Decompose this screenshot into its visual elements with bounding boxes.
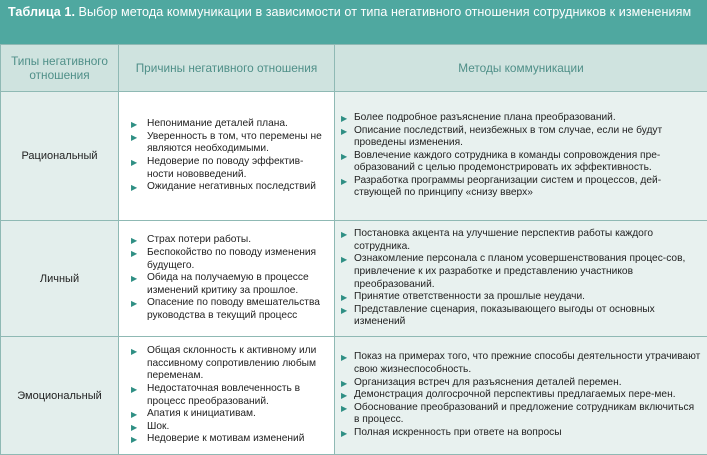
list-item bbox=[131, 131, 328, 156]
triangle-bullet-icon: ▶ bbox=[131, 434, 137, 446]
communication-methods-table bbox=[0, 44, 707, 455]
list-item-text: Более подробное разъяснение плана преобразований. bbox=[354, 112, 616, 123]
bullet-list bbox=[341, 351, 701, 439]
triangle-bullet-icon: ▶ bbox=[131, 119, 137, 131]
row-type: Эмоциональный bbox=[1, 337, 119, 455]
list-item bbox=[131, 156, 328, 181]
triangle-bullet-icon: ▶ bbox=[341, 176, 347, 188]
table-title: Выбор метода коммуникации в зависимости от типа негативного отношения сотрудников к изменениям bbox=[75, 5, 691, 19]
row-type: Рациональный bbox=[1, 92, 119, 221]
triangle-bullet-icon: ▶ bbox=[341, 428, 347, 440]
list-item bbox=[341, 427, 701, 440]
list-item bbox=[131, 118, 328, 131]
triangle-bullet-icon: ▶ bbox=[131, 182, 137, 194]
list-item bbox=[131, 421, 328, 434]
list-item bbox=[131, 234, 328, 247]
bullet-list bbox=[341, 112, 701, 200]
list-item-text: Недоверие к мотивам изменений bbox=[147, 433, 304, 444]
list-item bbox=[131, 181, 328, 194]
bullet-list bbox=[125, 118, 328, 194]
list-item bbox=[131, 297, 328, 322]
list-item-text: Полная искренность при ответе на вопросы bbox=[354, 427, 562, 438]
list-item bbox=[341, 150, 701, 175]
list-item bbox=[341, 291, 701, 304]
causes-cell bbox=[119, 337, 335, 455]
triangle-bullet-icon: ▶ bbox=[131, 248, 137, 260]
bullet-list bbox=[341, 228, 701, 329]
list-item bbox=[131, 247, 328, 272]
list-item-text: Вовлечение каждого сотрудника в команды сопровождения пре-образований с целью продемонстрировать их эффективность. bbox=[354, 150, 660, 174]
list-item-text: Опасение по поводу вмешательства руководства в текущий процесс bbox=[147, 297, 320, 321]
list-item bbox=[131, 433, 328, 446]
header-row bbox=[1, 45, 707, 92]
triangle-bullet-icon: ▶ bbox=[341, 403, 347, 415]
list-item-text: Демонстрация долгосрочной перспективы предлагаемых пере-мен. bbox=[354, 389, 676, 400]
list-item-text: Недостаточная вовлеченность в процесс преобразований. bbox=[147, 383, 300, 407]
table-row-personal bbox=[1, 221, 707, 337]
header-type: Типы негативного отношения bbox=[1, 45, 119, 92]
list-item-text: Разработка программы реорганизации систем и процессов, дей-ствующей по принципу «снизу вверх» bbox=[354, 175, 661, 199]
triangle-bullet-icon: ▶ bbox=[341, 378, 347, 390]
list-item-text: Шок. bbox=[147, 421, 169, 432]
list-item-text: Показ на примерах того, что прежние способы деятельности утрачивают свою жизнеспособность. bbox=[354, 351, 700, 375]
causes-cell bbox=[119, 221, 335, 337]
table-row-emotional bbox=[1, 337, 707, 455]
triangle-bullet-icon: ▶ bbox=[341, 390, 347, 402]
list-item bbox=[341, 175, 701, 200]
list-item-text: Обида на получаемую в процессе изменений критику за прошлое. bbox=[147, 272, 309, 296]
list-item-text: Беспокойство по поводу изменения будущего. bbox=[147, 247, 316, 271]
list-item-text: Постановка акцента на улучшение перспектив работы каждого сотрудника. bbox=[354, 228, 653, 252]
list-item-text: Представление сценария, показывающего выгоды от основных изменений bbox=[354, 304, 655, 328]
list-item-text: Общая склонность к активному или пассивному сопротивлению любым переменам. bbox=[147, 345, 316, 381]
list-item-text: Обоснование преобразований и предложение сотрудникам включиться в процесс. bbox=[354, 402, 694, 426]
triangle-bullet-icon: ▶ bbox=[341, 229, 347, 241]
list-item bbox=[341, 228, 701, 253]
table-caption bbox=[0, 0, 707, 44]
triangle-bullet-icon: ▶ bbox=[341, 254, 347, 266]
list-item bbox=[341, 125, 701, 150]
list-item-text: Организация встреч для разъяснения деталей перемен. bbox=[354, 377, 622, 388]
triangle-bullet-icon: ▶ bbox=[341, 292, 347, 304]
list-item bbox=[341, 253, 701, 291]
list-item-text: Уверенность в том, что перемены не являются необходимыми. bbox=[147, 131, 322, 155]
methods-cell bbox=[335, 337, 707, 455]
list-item-text: Непонимание деталей плана. bbox=[147, 118, 288, 129]
table-number: Таблица 1. bbox=[8, 5, 75, 19]
methods-cell bbox=[335, 92, 707, 221]
list-item-text: Описание последствий, неизбежных в том случае, если не будут проведены изменения. bbox=[354, 125, 662, 149]
list-item-text: Страх потери работы. bbox=[147, 234, 251, 245]
triangle-bullet-icon: ▶ bbox=[131, 298, 137, 310]
table-row-rational bbox=[1, 92, 707, 221]
triangle-bullet-icon: ▶ bbox=[131, 132, 137, 144]
bullet-list bbox=[125, 234, 328, 322]
list-item bbox=[131, 272, 328, 297]
list-item-text: Принятие ответственности за прошлые неудачи. bbox=[354, 291, 585, 302]
list-item bbox=[341, 351, 701, 376]
list-item-text: Недоверие по поводу эффектив-ности нововведений. bbox=[147, 156, 303, 180]
row-type: Личный bbox=[1, 221, 119, 337]
list-item-text: Ожидание негативных последствий bbox=[147, 181, 316, 192]
triangle-bullet-icon: ▶ bbox=[341, 126, 347, 138]
list-item bbox=[131, 383, 328, 408]
triangle-bullet-icon: ▶ bbox=[341, 113, 347, 125]
list-item bbox=[341, 389, 701, 402]
triangle-bullet-icon: ▶ bbox=[131, 235, 137, 247]
bullet-list bbox=[125, 345, 328, 446]
triangle-bullet-icon: ▶ bbox=[131, 409, 137, 421]
list-item bbox=[131, 408, 328, 421]
header-causes: Причины негативного отношения bbox=[119, 45, 335, 92]
triangle-bullet-icon: ▶ bbox=[131, 422, 137, 434]
triangle-bullet-icon: ▶ bbox=[341, 352, 347, 364]
header-methods: Методы коммуникации bbox=[335, 45, 707, 92]
list-item bbox=[341, 304, 701, 329]
list-item-text: Ознакомление персонала с планом усовершенствования процес-сов, привлечение к их разработке и представлению участников преобразований. bbox=[354, 253, 685, 289]
causes-cell bbox=[119, 92, 335, 221]
triangle-bullet-icon: ▶ bbox=[131, 384, 137, 396]
triangle-bullet-icon: ▶ bbox=[341, 305, 347, 317]
list-item bbox=[341, 112, 701, 125]
triangle-bullet-icon: ▶ bbox=[341, 151, 347, 163]
methods-cell bbox=[335, 221, 707, 337]
triangle-bullet-icon: ▶ bbox=[131, 157, 137, 169]
list-item bbox=[341, 377, 701, 390]
triangle-bullet-icon: ▶ bbox=[131, 273, 137, 285]
list-item bbox=[131, 345, 328, 383]
list-item bbox=[341, 402, 701, 427]
triangle-bullet-icon: ▶ bbox=[131, 346, 137, 358]
list-item-text: Апатия к инициативам. bbox=[147, 408, 256, 419]
